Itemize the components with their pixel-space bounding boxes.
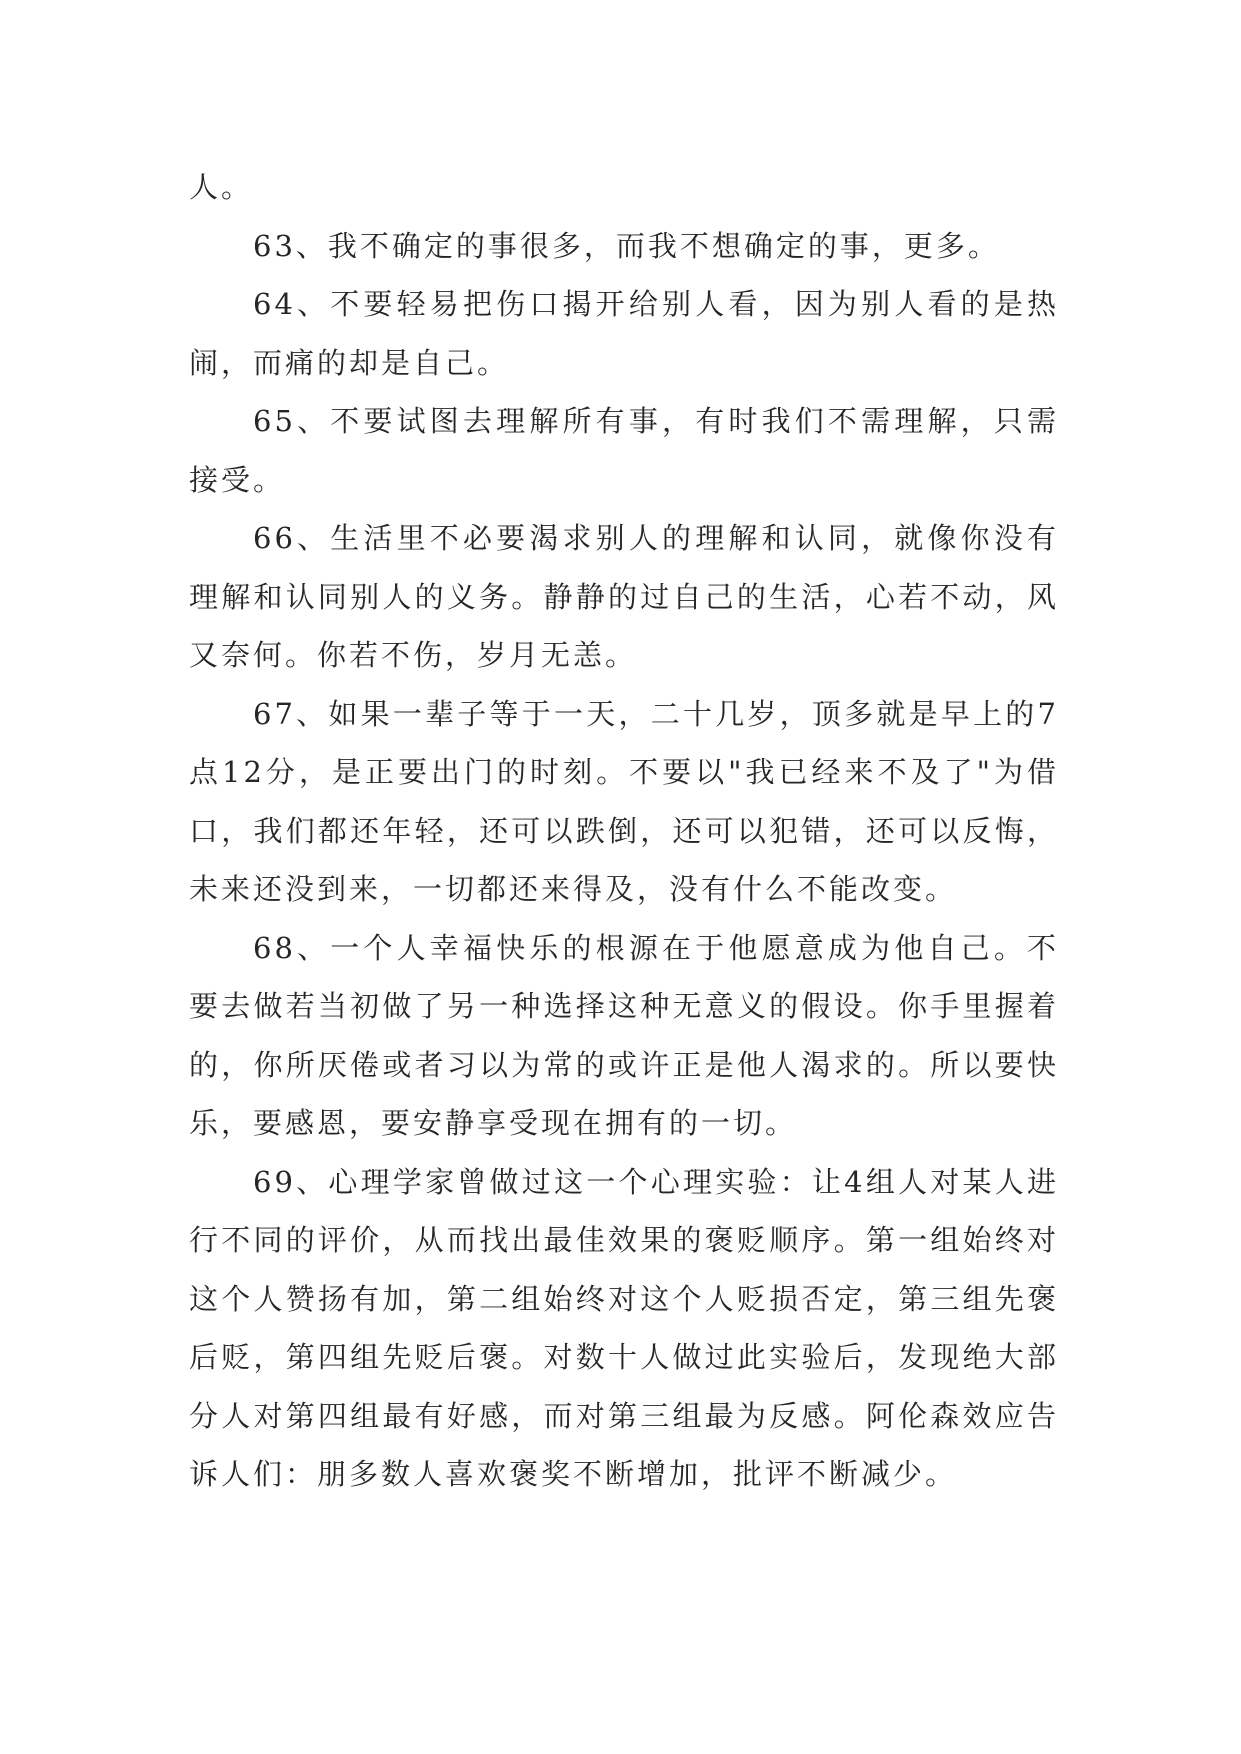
paragraph-64: 64、不要轻易把伤口揭开给别人看，因为别人看的是热闹，而痛的却是自己。 [189, 287, 1059, 380]
paragraph-62-continuation: 人。 [189, 170, 254, 204]
paragraph-63: 63、我不确定的事很多，而我不想确定的事，更多。 [253, 228, 1000, 263]
document-body [189, 158, 1059, 1504]
paragraph-65: 65、不要试图去理解所有事，有时我们不需理解，只需接受。 [189, 404, 1059, 497]
paragraph-67: 67、如果一辈子等于一天，二十几岁，顶多就是早上的7点12分，是正要出门的时刻。不要以"我已经来不及了"为借口，我们都还年轻，还可以跌倒，还可以犯错，还可以反悔，未来还没到来，一切都还来得及，没有什么不能改变。 [189, 696, 1059, 906]
paragraph-69: 69、心理学家曾做过这一个心理实验：让4组人对某人进行不同的评价，从而找出最佳效果的褒贬顺序。第一组始终对这个人赞扬有加，第二组始终对这个人贬损否定，第三组先褒后贬，第四组先贬后褒。对数十人做过此实验后，发现绝大部分人对第四组最有好感，而对第三组最为反感。阿伦森效应告诉人们：朋多数人喜欢褒奖不断增加，批评不断减少。 [189, 1164, 1059, 1491]
paragraph-68: 68、一个人幸福快乐的根源在于他愿意成为他自己。不要去做若当初做了另一种选择这种无意义的假设。你手里握着的，你所厌倦或者习以为常的或许正是他人渴求的。所以要快乐，要感恩，要安静享受现在拥有的一切。 [189, 930, 1059, 1140]
paragraph-66: 66、生活里不必要渴求别人的理解和认同，就像你没有理解和认同别人的义务。静静的过自己的生活，心若不动，风又奈何。你若不伤，岁月无恙。 [189, 521, 1059, 672]
